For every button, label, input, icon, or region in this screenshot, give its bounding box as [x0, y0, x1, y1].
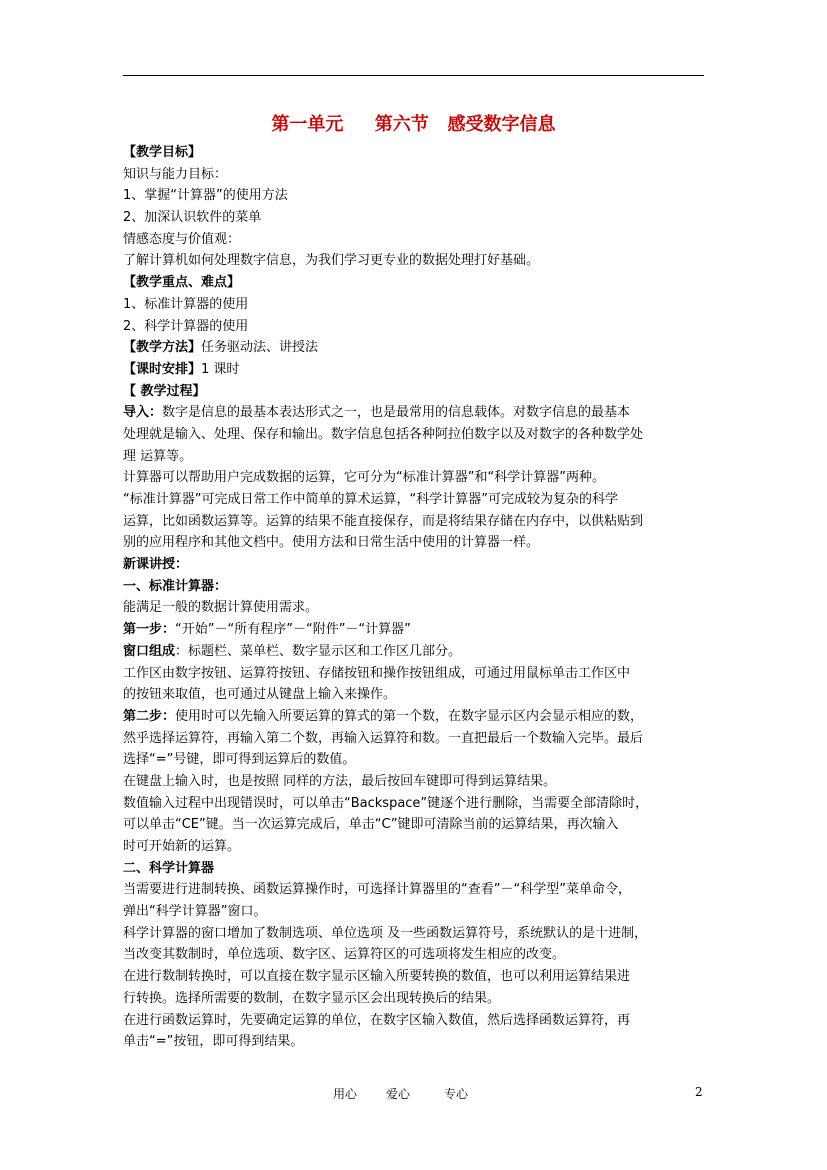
text-line	[123, 619, 713, 641]
text-line	[123, 923, 713, 945]
text-line	[123, 402, 713, 424]
bold-label: 新课讲授：	[123, 557, 189, 573]
bold-label: 【教学目标】	[123, 145, 202, 160]
bold-label: 【教学方法】	[123, 340, 202, 356]
text-line	[123, 164, 713, 186]
header-rule	[123, 75, 704, 76]
line-text: 在进行函数运算时，先要确定运算的单位，在数字区输入数值，然后选择函数运算符，再	[123, 1012, 631, 1028]
line-text: 选择“=”号键，即可得到运算后的数值。	[123, 752, 356, 768]
line-text: 能满足一般的数据计算使用需求。	[123, 600, 319, 616]
line-text: 1、标准计算器的使用	[123, 296, 249, 312]
line-text: 计算器可以帮助用户完成数据的运算，它可分为“标准计算器”和“科学计算器”两种。	[123, 470, 605, 486]
text-line	[123, 532, 713, 554]
text-line	[123, 641, 713, 663]
line-text: 的按钮来取值，也可通过从键盘上输入来操作。	[123, 687, 397, 703]
line-text: 2、加深认识软件的菜单	[123, 210, 262, 226]
line-text: 数字是信息的最基本表达形式之一，也是最常用的信息载体。对数字信息的最基本	[162, 405, 631, 421]
text-line	[123, 793, 713, 815]
text-line	[123, 142, 713, 164]
text-line	[123, 663, 713, 685]
line-text: 使用时可以先输入所要运算的算式的第一个数，在数字显示区内会显示相应的数，	[175, 708, 644, 724]
text-line	[123, 489, 713, 511]
text-line	[123, 272, 713, 294]
text-line	[123, 944, 713, 966]
text-line	[123, 597, 713, 619]
text-line	[123, 988, 713, 1010]
bold-label: 【教学重点、难点】	[123, 275, 241, 291]
line-text: 科学计算器的窗口增加了数制选项、单位选项 及一些函数运算符号，系统默认的是十进制，	[123, 925, 648, 941]
bold-label: 第一步：	[123, 622, 176, 638]
line-text: ：标题栏、菜单栏、数字显示区和工作区几部分。	[175, 643, 462, 659]
line-text: 弹出“科学计算器”窗口。	[123, 904, 267, 920]
text-line	[123, 316, 713, 338]
text-line	[123, 814, 713, 836]
line-text: 理 运算等。	[123, 448, 193, 464]
line-text: 数值输入过程中出现错误时，可以单击“Backspace”键逐个进行删除，当需要全部清除时，	[123, 795, 649, 811]
line-text: 知识与能力目标：	[123, 166, 228, 182]
text-line	[123, 576, 713, 598]
line-text: 在键盘上输入时，也是按照 同样的方法，最后按回车键即可得到运算结果。	[123, 773, 557, 789]
bold-label: 二、科学计算器	[123, 860, 215, 876]
footer-motto-2: 爱心	[386, 1087, 411, 1101]
text-line	[123, 706, 713, 728]
text-line	[123, 185, 713, 207]
line-text: 然乎选择运算符，再输入第二个数，再输入运算符和数。一直把最后一个数输入完毕。最后	[123, 730, 644, 746]
text-line	[123, 1031, 713, 1053]
text-line	[123, 554, 713, 576]
line-text: 行转换。选择所需要的数制，在数字显示区会出现转换后的结果。	[123, 990, 501, 1006]
text-line	[123, 858, 713, 880]
text-line	[123, 207, 713, 229]
line-text: “开始”－“所有程序”－“附件”－“计算器”	[175, 622, 411, 638]
line-text: 工作区由数字按钮、运算符按钮、存储按钮和操作按钮组成，可通过用鼠标单击工作区中	[123, 665, 631, 681]
line-text: 别的应用程序和其他文档中。使用方法和日常生活中使用的计算器一样。	[123, 535, 540, 551]
bold-label: 【课时安排】	[123, 361, 202, 377]
bold-label: 导入：	[123, 405, 163, 421]
text-line	[123, 901, 713, 923]
line-text: 处理就是输入、处理、保存和输出。数字信息包括各种阿拉伯数字以及对数字的各种数学处	[123, 426, 644, 442]
line-text: 了解计算机如何处理数字信息，为我们学习更专业的数据处理打好基础。	[123, 253, 540, 269]
bold-label: 【 教学过程】	[123, 383, 206, 399]
line-text: 任务驱动法、讲授法	[201, 340, 319, 356]
line-text: 运算，比如函数运算等。运算的结果不能直接保存，而是将结果存储在内存中，以供粘贴到	[123, 513, 644, 529]
line-text: 在进行数制转换时，可以直接在数字显示区输入所要转换的数值，也可以利用运算结果进	[123, 969, 631, 985]
text-line	[123, 359, 713, 381]
text-line	[123, 771, 713, 793]
line-text: 1、掌握“计算器”的使用方法	[123, 188, 288, 204]
page-footer	[0, 1085, 827, 1105]
text-line	[123, 836, 713, 858]
page-number: 2	[695, 1085, 703, 1099]
text-line	[123, 424, 713, 446]
line-text: 当改变其数制时，单位选项、数字区、运算符区的可选项将发生相应的改变。	[123, 947, 566, 963]
footer-motto-1: 用心	[333, 1087, 358, 1101]
bold-label: 第二步：	[123, 708, 176, 724]
bold-label: 一、标准计算器：	[123, 578, 228, 594]
line-text: 1 课时	[201, 361, 240, 377]
text-line	[123, 337, 713, 359]
bold-label: 窗口组成	[123, 643, 176, 659]
text-line	[123, 966, 713, 988]
footer-motto-3: 专心	[444, 1087, 469, 1101]
text-line	[123, 511, 713, 533]
text-line	[123, 684, 713, 706]
body-text	[123, 142, 713, 1053]
page-title: 第一单元 第六节 感受数字信息	[271, 114, 556, 135]
line-text: 单击“=”按钮，即可得到结果。	[123, 1034, 304, 1050]
text-line	[123, 749, 713, 771]
text-line	[123, 381, 713, 403]
text-line	[123, 250, 713, 272]
line-text: 可以单击“CE”键。当一次运算完成后，单击“C”键即可清除当前的运算结果，再次输入	[123, 817, 619, 833]
text-line	[123, 879, 713, 901]
line-text: 2、科学计算器的使用	[123, 318, 249, 334]
text-line	[123, 728, 713, 750]
text-line	[123, 467, 713, 489]
text-line	[123, 1010, 713, 1032]
line-text: “标准计算器”可完成日常工作中简单的算术运算，“科学计算器”可完成较为复杂的科学	[123, 492, 618, 507]
text-line	[123, 229, 713, 251]
line-text: 当需要进行进制转换、函数运算操作时，可选择计算器里的“查看”－“科学型”菜单命令，	[123, 882, 631, 898]
line-text: 情感态度与价值观：	[123, 231, 241, 247]
line-text: 时可开始新的运算。	[123, 839, 241, 854]
text-line	[123, 446, 713, 468]
text-line	[123, 294, 713, 316]
